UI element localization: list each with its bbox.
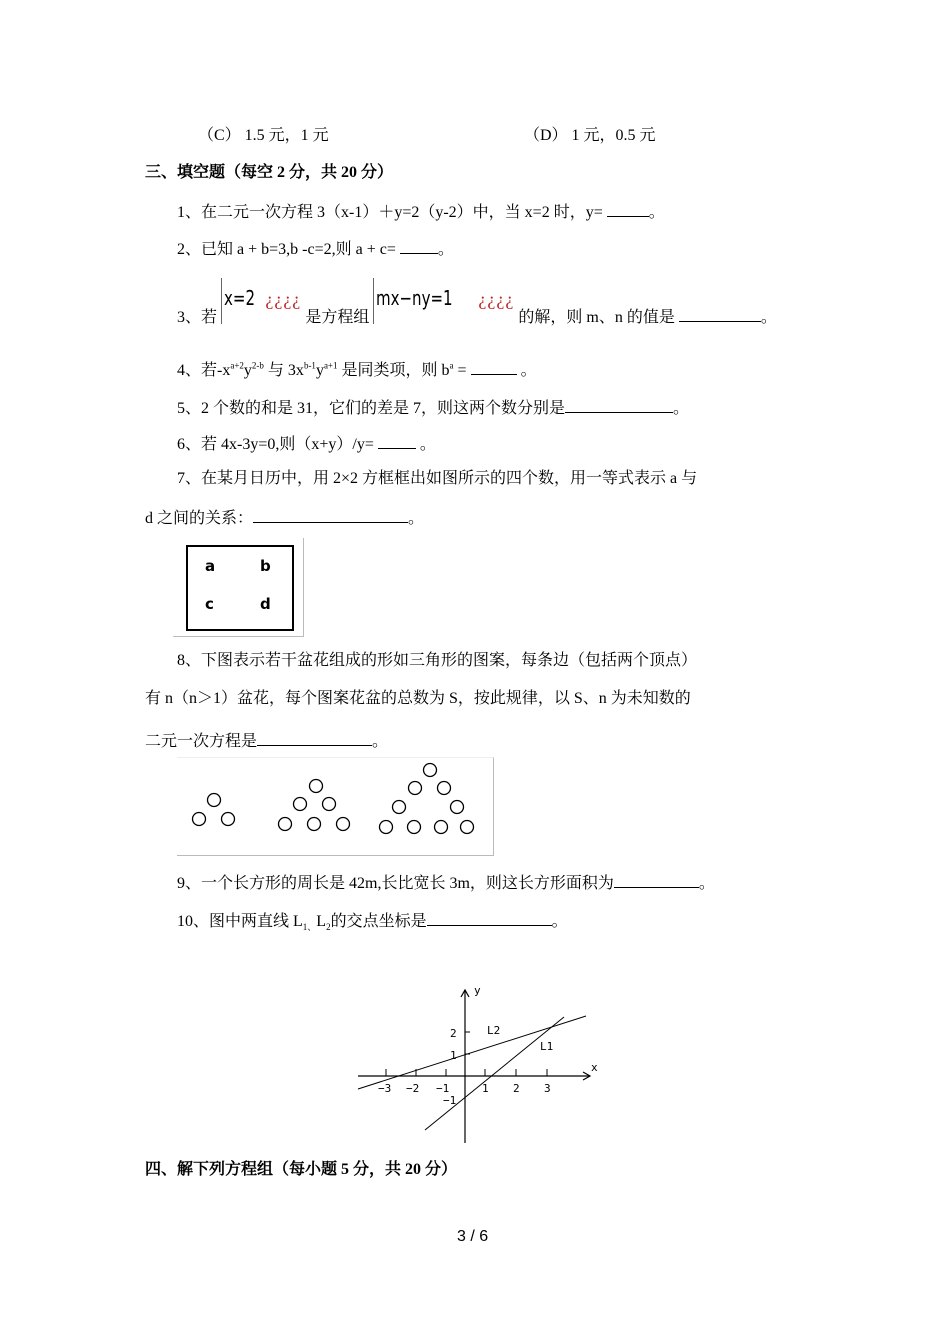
calendar-cell-d: d — [260, 595, 271, 613]
q5-blank[interactable] — [565, 396, 673, 413]
q1-blank[interactable] — [607, 200, 649, 217]
question-8-line-1: 8、下图表示若干盆花组成的形如三角形的图案，每条边（包括两个顶点） — [177, 652, 698, 669]
flower-pot — [208, 794, 221, 807]
q4-blank[interactable] — [471, 358, 517, 375]
x-tick-label: −1 — [436, 1082, 450, 1095]
x-tick-label: 1 — [482, 1082, 489, 1095]
flower-pot — [424, 764, 437, 777]
question-10 — [177, 909, 568, 932]
q7-end: 。 — [408, 510, 425, 527]
y-axis-label: y — [474, 984, 481, 997]
q4-y1: y — [243, 362, 252, 379]
q4-exp-3: b-1 — [303, 360, 316, 371]
calendar-cell-b: b — [260, 557, 271, 575]
q3-solution-expr: x=2 — [224, 286, 256, 310]
q10-sub-1: 1、 — [302, 922, 317, 933]
question-9 — [177, 871, 715, 894]
q10-pre: 10、图中两直线 L — [177, 913, 303, 930]
q10-sub-2: 2 — [326, 922, 331, 933]
q4-exp-4: a+1 — [323, 360, 338, 371]
x-tick-label: 2 — [513, 1082, 520, 1095]
calendar-figure — [173, 538, 304, 637]
flower-pot — [461, 821, 474, 834]
flower-pot — [409, 782, 422, 795]
q3-garble-2: ¿¿¿¿ — [478, 289, 515, 309]
q2-blank[interactable] — [400, 237, 438, 254]
flower-pot — [451, 801, 464, 814]
q2-end: 。 — [437, 241, 454, 258]
x-tick-label: −2 — [406, 1082, 420, 1095]
flower-pot — [393, 801, 406, 814]
coordinate-graph — [350, 980, 610, 1150]
q9-text: 9、一个长方形的周长是 42m,长比宽长 3m，则这长方形面积为 — [177, 875, 614, 892]
q8-line3-text: 二元一次方程是 — [145, 733, 258, 750]
q4-y2: y — [315, 362, 324, 379]
q3-solution-brace — [221, 278, 301, 324]
flower-pot — [310, 780, 323, 793]
q10-post: 的交点坐标是 — [330, 913, 427, 930]
q3-post: 的解，则 m、n 的值是 — [518, 309, 679, 326]
question-8-line-2: 有 n（n＞1）盆花，每个图案花盆的总数为 S，按此规律，以 S、n 为未知数的 — [145, 690, 691, 707]
q3-system-brace — [373, 278, 514, 324]
calendar-cell-c: c — [205, 595, 214, 613]
q5-end: 。 — [673, 400, 690, 417]
q8-blank[interactable] — [257, 729, 372, 746]
q10-blank[interactable] — [427, 909, 552, 926]
flower-pot — [435, 821, 448, 834]
question-6 — [177, 432, 436, 455]
flower-pot — [308, 818, 321, 831]
q4-mid: 与 3x — [263, 362, 304, 379]
question-2 — [177, 237, 454, 260]
q6-end: 。 — [415, 436, 436, 453]
page-number: 3 / 6 — [457, 1228, 489, 1245]
flower-pot — [193, 813, 206, 826]
q3-blank[interactable] — [679, 305, 761, 322]
flower-pattern-figure — [177, 757, 494, 856]
q3-system-expr: mx−ny=1 — [376, 286, 453, 310]
q9-end: 。 — [698, 875, 715, 892]
q1-text: 1、在二元一次方程 3（x-1）＋y=2（y-2）中，当 x=2 时，y= — [177, 204, 607, 221]
flower-pot — [438, 782, 451, 795]
calendar-frame — [186, 545, 294, 631]
flower-pot — [222, 813, 235, 826]
option-d: （D） 1 元，0.5 元 — [524, 127, 656, 144]
q4-exp-5: a — [449, 360, 454, 371]
section3-title: 三、填空题（每空 2 分，共 20 分） — [145, 164, 394, 181]
question-7-line-2 — [145, 506, 424, 529]
question-8-line-3 — [145, 729, 388, 752]
question-7-line-1: 7、在某月日历中，用 2×2 方框框出如图所示的四个数，用一等式表示 a 与 — [177, 470, 698, 487]
q6-blank[interactable] — [378, 432, 416, 449]
q4-end: 。 — [516, 362, 537, 379]
l2-label: L2 — [487, 1024, 501, 1037]
flower-pattern-svg — [177, 758, 493, 855]
question-5 — [177, 396, 689, 419]
flower-pot — [279, 818, 292, 831]
flower-pot — [408, 821, 421, 834]
flower-pot — [323, 798, 336, 811]
q8-end: 。 — [372, 733, 389, 750]
q5-text: 5、2 个数的和是 31，它们的差是 7，则这两个数分别是 — [177, 400, 566, 417]
question-4 — [177, 358, 537, 381]
q3-mid: 是方程组 — [305, 309, 370, 326]
question-1 — [177, 200, 665, 223]
q3-garble-1: ¿¿¿¿ — [265, 289, 302, 309]
option-c: （C） 1.5 元，1 元 — [198, 127, 329, 144]
question-3 — [177, 278, 777, 338]
q2-text: 2、已知 a + b=3,b -c=2,则 a + c= — [177, 241, 400, 258]
q4-exp-1: a+2 — [230, 360, 244, 371]
q3-pre: 3、若 — [177, 309, 218, 326]
x-tick-label: −3 — [378, 1082, 392, 1095]
q10-l2: L — [316, 913, 327, 930]
q7-line2-text: d 之间的关系： — [145, 510, 254, 527]
q10-end: 。 — [551, 913, 568, 930]
x-axis-label: x — [591, 1061, 598, 1074]
flower-pot — [337, 818, 350, 831]
y-tick-label: −1 — [443, 1094, 457, 1107]
x-tick-label: 3 — [544, 1082, 551, 1095]
q1-end: 。 — [648, 204, 665, 221]
flower-pot — [294, 798, 307, 811]
calendar-cell-a: a — [205, 557, 216, 575]
q6-text: 6、若 4x-3y=0,则（x+y）/y= — [177, 436, 378, 453]
flower-pot — [380, 821, 393, 834]
q3-end: 。 — [760, 309, 777, 326]
q4-post: 是同类项，则 b — [337, 362, 450, 379]
l1-label: L1 — [540, 1040, 554, 1053]
y-tick-label: 1 — [450, 1049, 457, 1062]
q7-blank[interactable] — [253, 506, 408, 523]
coordinate-graph-svg — [350, 980, 610, 1150]
q4-eq: = — [453, 362, 471, 379]
section4-title: 四、解下列方程组（每小题 5 分，共 20 分） — [145, 1161, 458, 1178]
q4-exp-2: 2-b — [251, 360, 264, 371]
q4-pre: 4、若-x — [177, 362, 231, 379]
q9-blank[interactable] — [614, 871, 699, 888]
y-tick-label: 2 — [450, 1027, 457, 1040]
